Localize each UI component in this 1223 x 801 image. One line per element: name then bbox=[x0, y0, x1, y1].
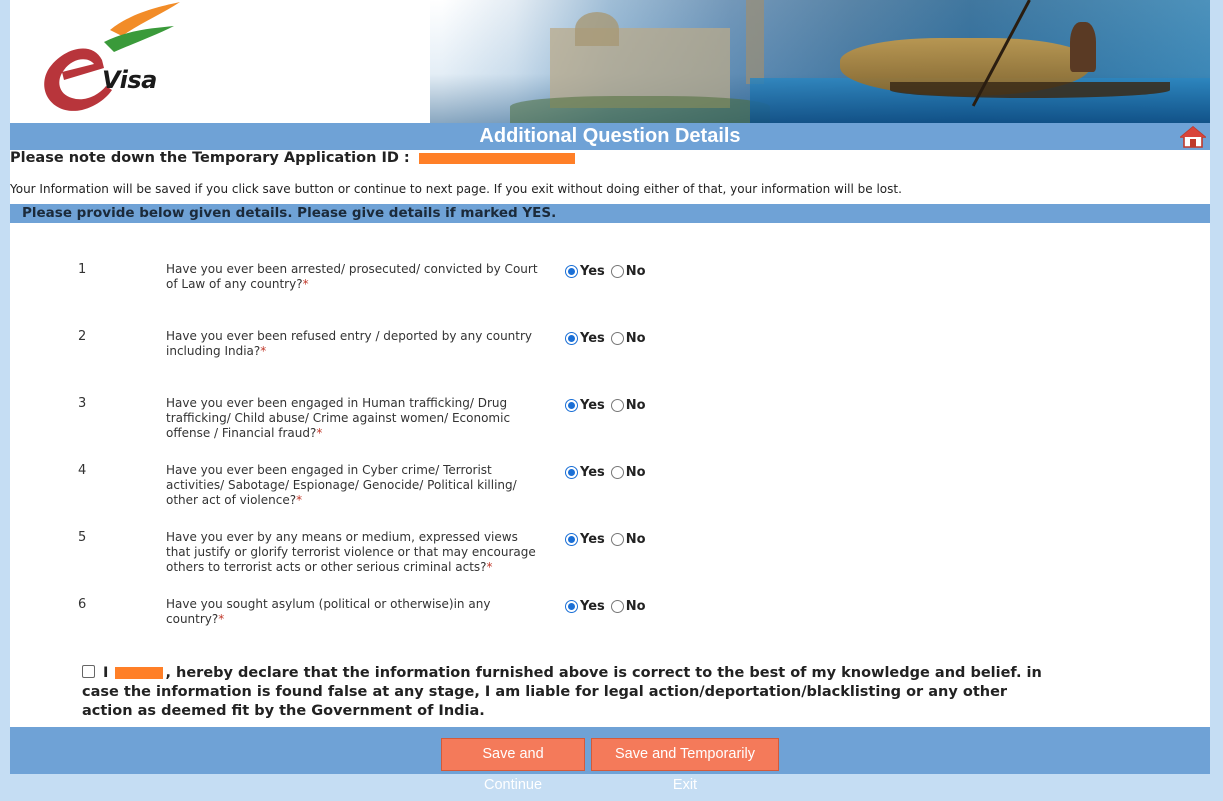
radio-no-icon[interactable] bbox=[611, 600, 624, 613]
info-note: Your Information will be saved if you click save button or continue to next page. If you exit without doing either of that, your information will be lost. bbox=[10, 182, 902, 196]
declaration bbox=[82, 664, 1062, 721]
radio-no[interactable]: No bbox=[611, 398, 646, 413]
declaration-checkbox[interactable] bbox=[82, 665, 95, 678]
section-title: Please provide below given details. Please give details if marked YES. bbox=[22, 205, 557, 221]
radio-no[interactable]: No bbox=[611, 465, 646, 480]
radio-yes-icon[interactable] bbox=[565, 332, 578, 345]
question-number: 2 bbox=[78, 329, 87, 344]
question-options bbox=[565, 331, 652, 346]
radio-no[interactable]: No bbox=[611, 599, 646, 614]
question-number: 6 bbox=[78, 597, 87, 612]
question-text: Have you ever been engaged in Human trafficking/ Drug trafficking/ Child abuse/ Crime against women/ Economic offense / Financial fraud?* bbox=[166, 396, 511, 440]
radio-no[interactable]: No bbox=[611, 264, 646, 279]
radio-no-icon[interactable] bbox=[611, 265, 624, 278]
radio-no[interactable]: No bbox=[611, 532, 646, 547]
question-text: Have you ever been arrested/ prosecuted/ convicted by Court of Law of any country?* bbox=[166, 262, 538, 291]
home-icon[interactable] bbox=[1180, 126, 1206, 148]
question-text: Have you sought asylum (political or otherwise)in any country?* bbox=[166, 597, 491, 626]
radio-no-icon[interactable] bbox=[611, 332, 624, 345]
section-bar bbox=[10, 204, 1210, 223]
title-bar bbox=[10, 123, 1210, 150]
radio-no-icon[interactable] bbox=[611, 399, 624, 412]
page-title: Additional Question Details bbox=[479, 125, 741, 147]
radio-yes-icon[interactable] bbox=[565, 399, 578, 412]
radio-yes[interactable]: Yes bbox=[565, 264, 605, 279]
header-banner bbox=[10, 0, 1210, 123]
question-number: 1 bbox=[78, 262, 87, 277]
radio-yes[interactable]: Yes bbox=[565, 331, 605, 346]
logo-text: Visa bbox=[102, 66, 157, 94]
radio-no-icon[interactable] bbox=[611, 533, 624, 546]
radio-no[interactable]: No bbox=[611, 331, 646, 346]
declaration-prefix: I bbox=[103, 665, 109, 681]
page bbox=[10, 0, 1210, 793]
question-options bbox=[565, 532, 652, 547]
radio-yes[interactable]: Yes bbox=[565, 398, 605, 413]
question-number: 3 bbox=[78, 396, 87, 411]
redacted-id bbox=[419, 153, 575, 164]
question-text: Have you ever by any means or medium, expressed views that justify or glorify terrorist violence or that may encourage others to terrorist acts or other serious criminal acts?* bbox=[166, 530, 536, 574]
question-options bbox=[565, 465, 652, 480]
question-options bbox=[565, 264, 652, 279]
question-text: Have you ever been engaged in Cyber crime/ Terrorist activities/ Sabotage/ Espionage/ Genocide/ Political killing/ other act of violence?* bbox=[166, 463, 517, 507]
radio-no-icon[interactable] bbox=[611, 466, 624, 479]
evisa-logo-icon bbox=[32, 0, 182, 120]
question-number: 5 bbox=[78, 530, 87, 545]
radio-yes-icon[interactable] bbox=[565, 533, 578, 546]
radio-yes[interactable]: Yes bbox=[565, 599, 605, 614]
radio-yes-icon[interactable] bbox=[565, 265, 578, 278]
question-options bbox=[565, 398, 652, 413]
question-number: 4 bbox=[78, 463, 87, 478]
footer-bar bbox=[10, 727, 1210, 793]
save-and-temporarily-exit-button[interactable]: Save and Temporarily Exit bbox=[591, 738, 779, 771]
radio-yes-icon[interactable] bbox=[565, 466, 578, 479]
temp-application-id bbox=[10, 150, 575, 166]
radio-yes-icon[interactable] bbox=[565, 600, 578, 613]
redacted-name bbox=[115, 667, 163, 679]
radio-yes[interactable]: Yes bbox=[565, 465, 605, 480]
radio-yes[interactable]: Yes bbox=[565, 532, 605, 547]
question-options bbox=[565, 599, 652, 614]
temp-id-label: Please note down the Temporary Application ID : bbox=[10, 150, 410, 166]
question-text: Have you ever been refused entry / deported by any country including India?* bbox=[166, 329, 533, 358]
declaration-text: , hereby declare that the information furnished above is correct to the best of my knowledge and belief. in case the information is found false at any stage, I am liable for legal action/deportation/blacklisting or any other action as deemed fit by the Government of India. bbox=[82, 665, 1042, 719]
save-and-continue-button[interactable]: Save and Continue bbox=[441, 738, 585, 771]
